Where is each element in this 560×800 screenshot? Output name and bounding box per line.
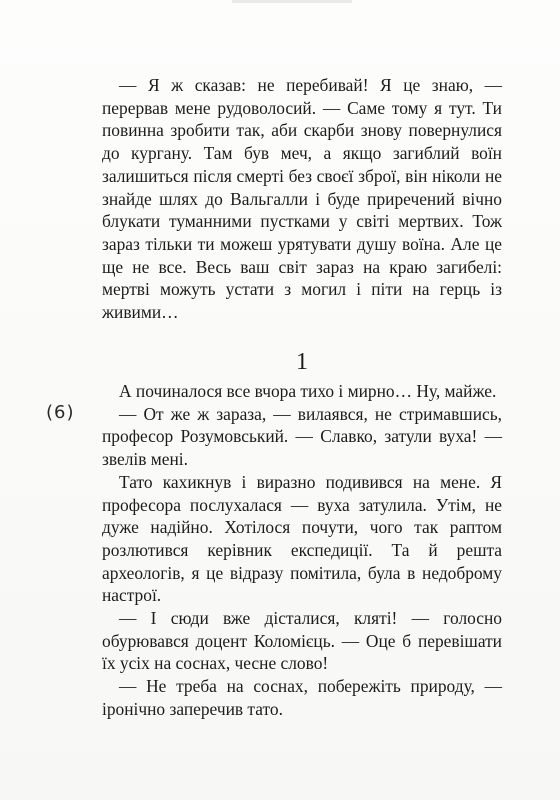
top-edge-mark bbox=[232, 0, 352, 3]
paragraph: — І сюди вже дісталися, кляті! — голосно обурювався доцент Коломієць. — Оце б перевішати їх усіх на соснах, чесне слово! bbox=[102, 608, 502, 674]
paragraph: — Я ж сказав: не перебивай! Я це знаю, — перервав мене рудоволосий. — Саме тому я тут. Ти повинна зробити так, аби скарби знову повернулися до кургану. Там був меч, а якщо загиблий воїн залишиться після смерті без своєї зброї, він ніколи не знайде шлях до Вальгалли і буде приречений вічно блукати туманними пустками у світі мертвих. Тож зараз тільки ти можеш урятувати душу воїна. Але це ще не все. Весь ваш світ зараз на краю загибелі: мертві можуть устати з могил і піти на герць із живими… bbox=[102, 75, 502, 323]
paragraph: Тато кахикнув і виразно подивився на мене. Я професора послухалася — вуха затулила. Утім, не дуже надійно. Хотілося почути, чого так раптом розлютився керівник експедиції. Та й решта археологів, я це відразу помітила, була в недоброму настрої. bbox=[102, 471, 502, 606]
text-block-bottom bbox=[102, 380, 502, 721]
chapter-number: 1 bbox=[296, 349, 308, 375]
paragraph: А починалося все вчора тихо і мирно… Ну, майже. bbox=[119, 381, 497, 401]
handwritten-margin-note: (6) bbox=[46, 402, 75, 423]
paragraph: — Не треба на соснах, побережіть природу, — іронічно заперечив тато. bbox=[102, 676, 502, 719]
paragraph: — От же ж зараза, — вилаявся, не стримавшись, професор Розумовський. — Славко, затули вуха! — звелів мені. bbox=[102, 403, 502, 470]
text-block-top bbox=[102, 74, 502, 324]
